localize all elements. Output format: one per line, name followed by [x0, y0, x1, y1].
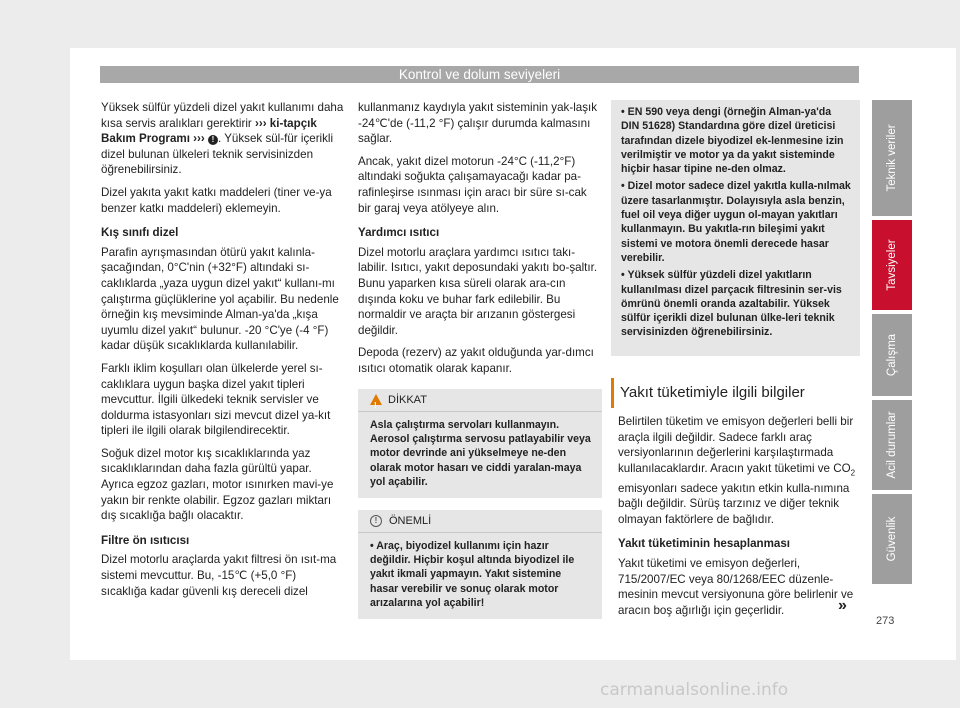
- paragraph: Depoda (rezerv) az yakıt olduğunda yar-dımcı ısıtıcı otomatik olarak kapanır.: [358, 346, 594, 375]
- warning-text: Asla çalıştırma servoları kullanmayın. Aerosol çalıştırma servosu patlayabilir veya motor devrinde ani yükselmeye ne-den olarak motor hasarı ve ciddi yaralan-maya yol açabilir.: [370, 418, 591, 489]
- manual-reference: ››› ki-tapçık Bakım Programı ›››: [101, 116, 317, 146]
- paragraph: kullanmanız kaydıyla yakıt sisteminin yak-laşık -24℃'de (-11,2 °F) çalışır durumda kalmasını sağlar.: [358, 101, 598, 146]
- heading-winter-diesel: Kış sınıfı dizel: [101, 226, 179, 240]
- continue-arrow-icon: »: [838, 597, 847, 614]
- tab-technical-data[interactable]: Teknik veriler: [872, 100, 912, 216]
- info-icon: !: [370, 515, 382, 527]
- page-header: Kontrol ve dolum seviyeleri: [100, 66, 859, 83]
- paragraph: Ancak, yakıt dizel motorun -24°C (-11,2°F) altındaki soğukta çalışamayacağı kadar pa-rafinleşirse ısınması için aracı bir süre sı-cak bir garaj veya atölyeye alın.: [358, 154, 587, 215]
- note-text: • Araç, biyodizel kullanımı için hazır değildir. Hiçbir koşul altında biyodizel ile yakıt ikmali yapmayın. Yakıt sistemine hasar verebilir ve sonuç olarak motor arızalarına yol açabilir!: [370, 539, 575, 610]
- section-accent-bar: [611, 378, 614, 408]
- bullet-box: [611, 100, 860, 356]
- warning-title: DİKKAT: [388, 393, 427, 406]
- list-item: • EN 590 veya dengi (örneğin Alman-ya'da DIN 51628) Standardına göre dizel üreticisi tarafından dizele biyodizel ek-lenmesine izin verilmiştir ve motor ya da yakıt sisteminde hiçbir hasar tipine ne-den olmaz.: [621, 106, 844, 176]
- heading-filter-preheater: Filtre ön ısıtıcısı: [101, 533, 190, 547]
- column-3: [618, 414, 860, 625]
- list-item: • Yüksek sülfür yüzdeli dizel yakıtların kullanılması dizel parçacık filtresinin ser-vis ömrünü önemli oranda azaltabilir. Yüksek sülfür içerikli dizel bulunan ülke-leri teknik servisinizden öğrenebilirsiniz.: [621, 269, 842, 339]
- paragraph: Parafin ayrışmasından ötürü yakıt kalınla-şacağından, 0°C'nin (+32°F) altındaki sı-caklıklarda „yaza uygun dizel yakıt“ kullanı-mı çalıştırma güçlüklerine yol açabilir. Bu nedenle örneğin kış mevsiminde Alman-ya'da „kışa uyumlu dizel yakıt“ bulunur. -20 °C'ye (-4 °F) kadar düşük sıcaklıklarda kullanılabilir.: [101, 245, 339, 353]
- paragraph: Soğuk dizel motor kış sıcaklıklarında yaz sıcaklıklarından daha fazla gürültü yapar. Ayrıca egzoz gazları, motor ısınırken mavi-ye yakın bir renkte olabilir. Egzoz gazları miktarı dış sıcaklığa bağlı olacaktır.: [101, 446, 334, 523]
- note-title: ÖNEMLİ: [389, 514, 432, 527]
- paragraph: Yakıt tüketimi ve emisyon değerleri, 715/2007/EC veya 80/1268/EEC düzenle-mesinin mevcut versiyonuna göre belirlenir ve aracın boş ağırlığı için geçerlidir.: [618, 557, 854, 617]
- paragraph: Dizel motorlu araçlara yardımcı ısıtıcı takı-labilir. Isıtıcı, yakıt deposundaki yakıtı bo-şaltır. Bunu yaparken kısa süreli olarak ara-cın dışında koku ve buhar fark edilebilir. Bu normaldir ve araçta bir arızanın göstergesi değildir.: [358, 245, 598, 337]
- heading-consumption-calc: Yakıt tüketiminin hesaplanması: [618, 537, 791, 551]
- section-title: Yakıt tüketimiyle ilgili bilgiler: [620, 384, 805, 401]
- paragraph: Dizel yakıta yakıt katkı maddeleri (tiner ve-ya benzer katkı maddeleri) eklemeyin.: [101, 185, 332, 215]
- note-box-header: [358, 510, 602, 533]
- column-1: [101, 100, 345, 606]
- tab-safety[interactable]: Güvenlik: [872, 494, 912, 584]
- column-2: [358, 100, 602, 619]
- page-number: 273: [876, 615, 895, 627]
- paragraph: Farklı iklim koşulları olan ülkelerde yerel sı-caklıklara uygun başka dizel yakıt tipleri mevcuttur. İlgili ülkedeki teknik servisler ve doldurma istasyonları sizi mevcut dizel ya-kıt tipleri ile ilgili olarak bilgilendirecektir.: [101, 361, 331, 438]
- warning-ref-icon: !: [208, 135, 218, 145]
- paragraph: Dizel motorlu araçlarda yakıt filtresi ön ısıt-ma sistemi mevcuttur. Bu, -15℃ (+5,0 °F) sıcaklığa kadar güvenli kış dereceli dizel: [101, 553, 337, 598]
- list-item: • Dizel motor sadece dizel yakıtla kulla-nılmak üzere tasarlanmıştır. Dolayısıyla asla benzin, fuel oil veya diğer uygun ol-mayan yakıtları kullanmayın. Bu yakıtla-rın bileşimi yakıt sistemi ve motora önemli derecede hasar verebilir.: [621, 180, 851, 264]
- heading-aux-heater: Yardımcı ısıtıcı: [358, 226, 440, 240]
- tab-recommendations[interactable]: Tavsiyeler: [872, 220, 912, 310]
- tab-emergencies[interactable]: Acil durumlar: [872, 400, 912, 490]
- paragraph: Belirtilen tüketim ve emisyon değerleri belli bir araçla ilgili değildir. Sadece farklı araç versiyonlarının değerlerini karşılaştırmada kullanılacaklardır. Aracın yakıt tüketimi ve $CO_2$ emisyonları sadece yakıtın etkin kulla-nımına bağlı değildir. Sürüş tarzınız ve diğer teknik olmayan faktörlere de bağlıdır.: [618, 415, 856, 526]
- paragraph: Yüksek sülfür yüzdeli dizel yakıt kullanımı daha kısa servis aralıkları gerektirir ››› ki-tapçık Bakım Programı ››› ! . Yüksek sül-für içerikli dizel bulunan ülkeleri teknik servisinizden öğrenebilirsiniz.: [101, 101, 344, 177]
- warning-box: [358, 389, 602, 498]
- tab-operation[interactable]: Çalışma: [872, 314, 912, 396]
- note-box: [358, 510, 602, 619]
- watermark: carmanualsonline.info: [600, 680, 789, 700]
- warning-box-header: [358, 389, 602, 412]
- warning-triangle-icon: !: [370, 394, 382, 405]
